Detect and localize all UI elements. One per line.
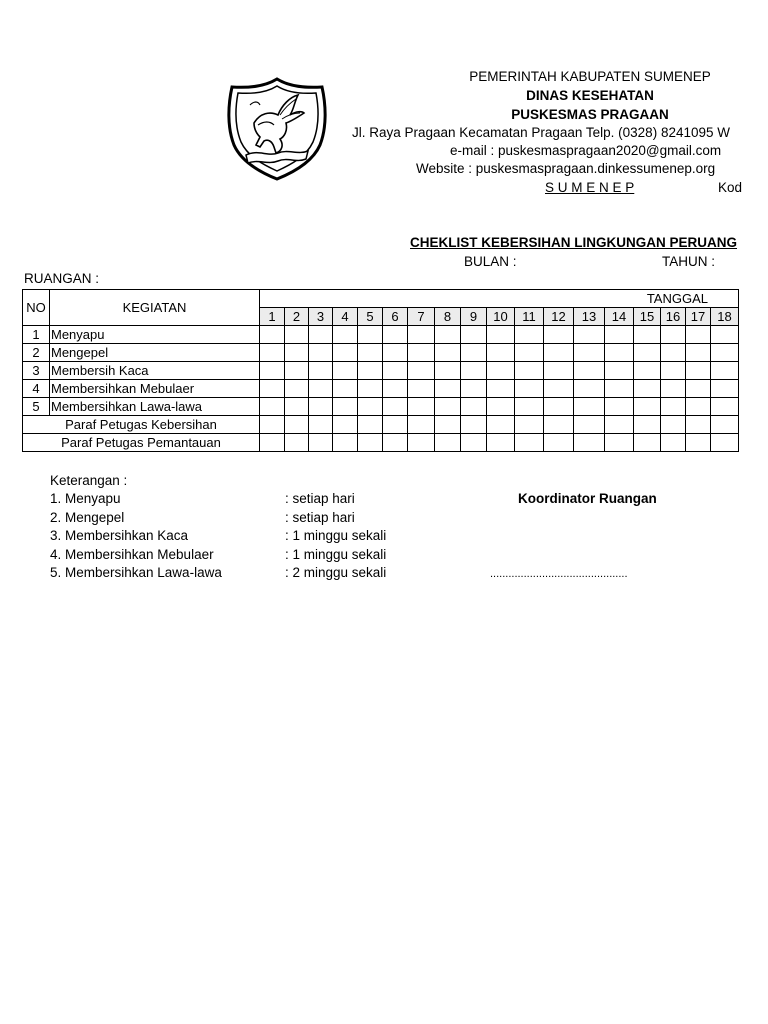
check-cell[interactable] [383,380,408,398]
check-cell[interactable] [711,416,739,434]
check-cell[interactable] [461,416,487,434]
check-cell[interactable] [333,344,358,362]
check-cell[interactable] [661,326,686,344]
check-cell[interactable] [661,416,686,434]
check-cell[interactable] [686,362,711,380]
column-header-kegiatan: KEGIATAN [50,290,260,326]
paraf-label: Paraf Petugas Kebersihan [23,416,260,434]
day-header: 4 [333,308,358,326]
check-cell[interactable] [487,344,515,362]
row-activity: Membersih Kaca [50,362,260,380]
day-header: 5 [358,308,383,326]
check-cell[interactable] [605,362,634,380]
check-cell[interactable] [408,326,435,344]
check-cell[interactable] [487,380,515,398]
check-cell[interactable] [661,434,686,452]
page-title: CHEKLIST KEBERSIHAN LINGKUNGAN PERUANG [410,235,738,250]
check-cell[interactable] [634,362,661,380]
check-cell[interactable] [661,344,686,362]
check-cell[interactable] [574,416,605,434]
check-cell[interactable] [605,398,634,416]
check-cell[interactable] [487,398,515,416]
check-cell[interactable] [686,398,711,416]
check-cell[interactable] [358,434,383,452]
check-cell[interactable] [358,344,383,362]
check-cell[interactable] [515,434,544,452]
check-cell[interactable] [309,434,333,452]
check-cell[interactable] [358,416,383,434]
check-cell[interactable] [515,398,544,416]
check-cell[interactable] [574,362,605,380]
check-cell[interactable] [461,380,487,398]
check-cell[interactable] [461,344,487,362]
check-cell[interactable] [309,326,333,344]
row-activity: Membersihkan Mebulaer [50,380,260,398]
check-cell[interactable] [634,344,661,362]
check-cell[interactable] [711,326,739,344]
check-cell[interactable] [383,326,408,344]
check-cell[interactable] [574,398,605,416]
check-cell[interactable] [435,416,461,434]
check-cell[interactable] [408,398,435,416]
check-cell[interactable] [711,362,739,380]
day-header: 11 [515,308,544,326]
check-cell[interactable] [515,344,544,362]
day-header: 10 [487,308,515,326]
check-cell[interactable] [574,434,605,452]
koordinator-label: Koordinator Ruangan [518,491,657,506]
keterangan-item-frequency: : setiap hari [285,509,355,525]
row-activity: Menyapu [50,326,260,344]
check-cell[interactable] [686,434,711,452]
check-cell[interactable] [383,398,408,416]
check-cell[interactable] [435,362,461,380]
header-website: Website : puskesmaspragaan.dinkessumenep.org [416,161,716,176]
check-cell[interactable] [686,416,711,434]
check-cell[interactable] [358,398,383,416]
check-cell[interactable] [309,380,333,398]
signature-line: ............................................. [490,568,628,580]
check-cell[interactable] [285,434,309,452]
check-cell[interactable] [515,362,544,380]
check-cell[interactable] [544,380,574,398]
check-cell[interactable] [634,380,661,398]
check-cell[interactable] [461,326,487,344]
check-cell[interactable] [461,362,487,380]
day-header: 14 [605,308,634,326]
check-cell[interactable] [435,344,461,362]
check-cell[interactable] [260,416,285,434]
check-cell[interactable] [461,434,487,452]
row-number: 3 [23,362,50,380]
check-cell[interactable] [605,326,634,344]
table-row [23,344,739,362]
check-cell[interactable] [260,398,285,416]
check-cell[interactable] [408,416,435,434]
paraf-row [23,434,739,452]
check-cell[interactable] [544,326,574,344]
check-cell[interactable] [574,380,605,398]
check-cell[interactable] [358,362,383,380]
header-email: e-mail : puskesmaspragaan2020@gmail.com [450,143,722,158]
day-header: 8 [435,308,461,326]
check-cell[interactable] [285,416,309,434]
keterangan-label: Keterangan : [50,473,128,488]
paraf-row [23,416,739,434]
check-cell[interactable] [435,434,461,452]
keterangan-item-frequency: : setiap hari [285,491,355,506]
day-header: 15 [634,308,661,326]
header-city: S U M E N E P [545,180,635,195]
check-cell[interactable] [461,398,487,416]
ruangan-label: RUANGAN : [24,271,100,286]
check-cell[interactable] [285,326,309,344]
day-header: 6 [383,308,408,326]
check-cell[interactable] [711,434,739,452]
table-row [23,326,739,344]
keterangan-item-name: 3. Membersihkan Kaca [50,528,189,543]
day-header: 1 [260,308,285,326]
keterangan-item-name: 2. Mengepel [50,509,125,525]
day-header: 13 [574,308,605,326]
check-cell[interactable] [408,434,435,452]
check-cell[interactable] [661,380,686,398]
row-number: 1 [23,326,50,344]
check-cell[interactable] [309,362,333,380]
check-cell[interactable] [333,416,358,434]
check-cell[interactable] [574,326,605,344]
check-cell[interactable] [711,398,739,416]
check-cell[interactable] [285,398,309,416]
table-header-row [23,290,739,308]
check-cell[interactable] [260,434,285,452]
keterangan-item-name: 5. Membersihkan Lawa-lawa [50,565,222,580]
check-cell[interactable] [515,416,544,434]
check-cell[interactable] [309,398,333,416]
check-cell[interactable] [383,362,408,380]
check-cell[interactable] [333,380,358,398]
header-address: Jl. Raya Pragaan Kecamatan Pragaan Telp. (0328) 8241095 W [352,125,730,140]
check-cell[interactable] [544,434,574,452]
check-cell[interactable] [358,326,383,344]
check-cell[interactable] [661,398,686,416]
row-activity: Mengepel [50,344,260,362]
column-header-tanggal: TANGGAL [260,290,739,308]
day-header: 7 [408,308,435,326]
check-cell[interactable] [383,434,408,452]
row-activity: Membersihkan Lawa-lawa [50,398,260,416]
day-header: 17 [686,308,711,326]
check-cell[interactable] [574,344,605,362]
check-cell[interactable] [435,326,461,344]
check-cell[interactable] [260,380,285,398]
check-cell[interactable] [435,398,461,416]
keterangan-item-frequency: : 1 minggu sekali [285,528,387,543]
check-cell[interactable] [260,344,285,362]
check-cell[interactable] [487,416,515,434]
header-puskesmas: PUSKESMAS PRAGAAN [511,107,669,122]
check-cell[interactable] [634,434,661,452]
check-cell[interactable] [605,434,634,452]
check-cell[interactable] [686,344,711,362]
check-cell[interactable] [661,362,686,380]
check-cell[interactable] [605,416,634,434]
check-cell[interactable] [487,326,515,344]
check-cell[interactable] [260,362,285,380]
row-number: 5 [23,398,50,416]
check-cell[interactable] [515,380,544,398]
day-header: 9 [461,308,487,326]
check-cell[interactable] [711,380,739,398]
check-cell[interactable] [605,380,634,398]
check-cell[interactable] [711,344,739,362]
check-cell[interactable] [686,380,711,398]
check-cell[interactable] [383,344,408,362]
bulan-label: BULAN : [464,254,517,269]
day-header: 12 [544,308,574,326]
check-cell[interactable] [605,344,634,362]
keterangan-item-name: 4. Membersihkan Mebulaer [50,546,214,562]
header-government: PEMERINTAH KABUPATEN SUMENEP [469,69,711,84]
check-cell[interactable] [285,362,309,380]
check-cell[interactable] [634,416,661,434]
check-cell[interactable] [487,434,515,452]
check-cell[interactable] [487,362,515,380]
day-header: 16 [661,308,686,326]
keterangan-item-frequency: : 1 minggu sekali [285,546,387,562]
check-cell[interactable] [333,362,358,380]
check-cell[interactable] [408,362,435,380]
header-kode: Kod [718,180,743,195]
keterangan-item-name: 1. Menyapu [50,491,121,506]
check-cell[interactable] [634,326,661,344]
check-cell[interactable] [544,416,574,434]
check-cell[interactable] [358,380,383,398]
check-cell[interactable] [309,344,333,362]
check-cell[interactable] [309,416,333,434]
check-cell[interactable] [544,362,574,380]
table-row [23,362,739,380]
check-cell[interactable] [383,416,408,434]
check-cell[interactable] [544,398,574,416]
column-header-no: NO [23,290,50,326]
check-cell[interactable] [544,344,574,362]
check-cell[interactable] [333,326,358,344]
check-cell[interactable] [333,434,358,452]
table-row [23,380,739,398]
day-header: 18 [711,308,739,326]
check-cell[interactable] [435,380,461,398]
check-cell[interactable] [634,398,661,416]
check-cell[interactable] [285,380,309,398]
check-cell[interactable] [408,344,435,362]
check-cell[interactable] [285,344,309,362]
check-cell[interactable] [515,326,544,344]
row-number: 4 [23,380,50,398]
paraf-label: Paraf Petugas Pemantauan [23,434,260,452]
day-header: 2 [285,308,309,326]
table-row [23,398,739,416]
day-header: 3 [309,308,333,326]
check-cell[interactable] [333,398,358,416]
keterangan-item-frequency: : 2 minggu sekali [285,565,387,580]
check-cell[interactable] [686,326,711,344]
checklist-table [22,289,739,452]
header-department: DINAS KESEHATAN [526,88,654,103]
check-cell[interactable] [408,380,435,398]
tahun-label: TAHUN : [662,254,715,269]
check-cell[interactable] [260,326,285,344]
row-number: 2 [23,344,50,362]
